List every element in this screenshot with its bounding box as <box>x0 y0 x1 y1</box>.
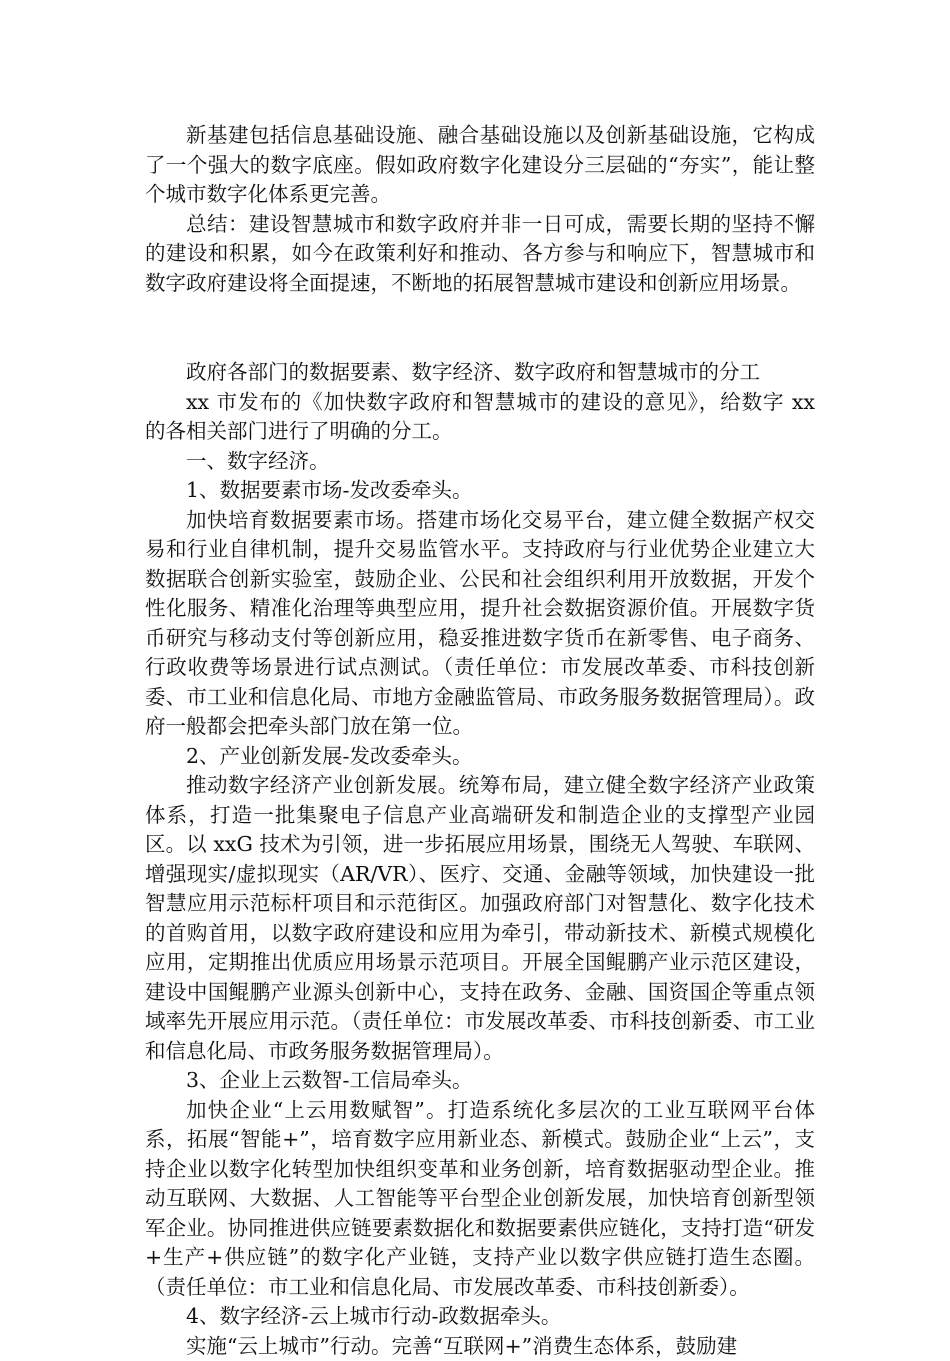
paragraph-enterprise-cloud: 加快企业“上云用数赋智”。打造系统化多层次的工业互联网平台体系，拓展“智能+”，培育数字应用新业态、新模式。鼓励企业“上云”，支持企业以数字化转型加快组织变革和业务创新，培育数据驱动型企业。推动互联网、大数据、人工智能等平台型企业创新发展，加快培育创新型领军企业。协同推进供应链要素数据化和数据要素供应链化，支持打造“研发+生产+供应链”的数字化产业链，支持产业以数字供应链打造生态圈。（责任单位：市工业和信息化局、市发展改革委、市科技创新委）。 <box>145 1096 815 1303</box>
subheading-data-market: 1、数据要素市场-发改委牵头。 <box>145 476 815 506</box>
paragraph-cloud-city: 实施“云上城市”行动。完善“互联网+”消费生态体系，鼓励建 <box>145 1332 815 1361</box>
subheading-industry-innovation: 2、产业创新发展-发改委牵头。 <box>145 742 815 772</box>
paragraph-intro: xx 市发布的《加快数字政府和智慧城市的建设的意见》，给数字 xx 的各相关部门进行了明确的分工。 <box>145 388 815 447</box>
subheading-cloud-city: 4、数字经济-云上城市行动-政数据牵头。 <box>145 1302 815 1332</box>
subheading-enterprise-cloud: 3、企业上云数智-工信局牵头。 <box>145 1066 815 1096</box>
document-page <box>145 121 815 1361</box>
heading-digital-economy: 一、数字经济。 <box>145 447 815 477</box>
paragraph-data-market: 加快培育数据要素市场。搭建市场化交易平台，建立健全数据产权交易和行业自律机制，提升交易监管水平。支持政府与行业优势企业建立大数据联合创新实验室，鼓励企业、公民和社会组织利用开放数据，开发个性化服务、精准化治理等典型应用，提升社会数据资源价值。开展数字货币研究与移动支付等创新应用，稳妥推进数字货币在新零售、电子商务、行政收费等场景进行试点测试。（责任单位：市发展改革委、市科技创新委、市工业和信息化局、市地方金融监管局、市政务服务数据管理局）。政府一般都会把牵头部门放在第一位。 <box>145 506 815 742</box>
paragraph-new-infrastructure: 新基建包括信息基础设施、融合基础设施以及创新基础设施，它构成了一个强大的数字底座。假如政府数字化建设分三层础的“夯实”，能让整个城市数字化体系更完善。 <box>145 121 815 210</box>
section-gap <box>145 298 815 358</box>
paragraph-summary: 总结：建设智慧城市和数字政府并非一日可成，需要长期的坚持不懈的建设和积累，如今在政策利好和推动、各方参与和响应下，智慧城市和数字政府建设将全面提速，不断地的拓展智慧城市建设和创新应用场景。 <box>145 210 815 299</box>
section-title: 政府各部门的数据要素、数字经济、数字政府和智慧城市的分工 <box>145 358 815 388</box>
paragraph-industry-innovation: 推动数字经济产业创新发展。统筹布局，建立健全数字经济产业政策体系，打造一批集聚电子信息产业高端研发和制造企业的支撑型产业园区。以 xxG 技术为引领，进一步拓展应用场景，围绕无人驾驶、车联网、增强现实/虚拟现实（AR/VR）、医疗、交通、金融等领域，加快建设一批智慧应用示范标杆项目和示范街区。加强政府部门对智慧化、数字化技术的首购首用，以数字政府建设和应用为牵引，带动新技术、新模式规模化应用，定期推出优质应用场景示范项目。开展全国鲲鹏产业示范区建设，建设中国鲲鹏产业源头创新中心，支持在政务、金融、国资国企等重点领域率先开展应用示范。（责任单位：市发展改革委、市科技创新委、市工业和信息化局、市政务服务数据管理局）。 <box>145 771 815 1066</box>
